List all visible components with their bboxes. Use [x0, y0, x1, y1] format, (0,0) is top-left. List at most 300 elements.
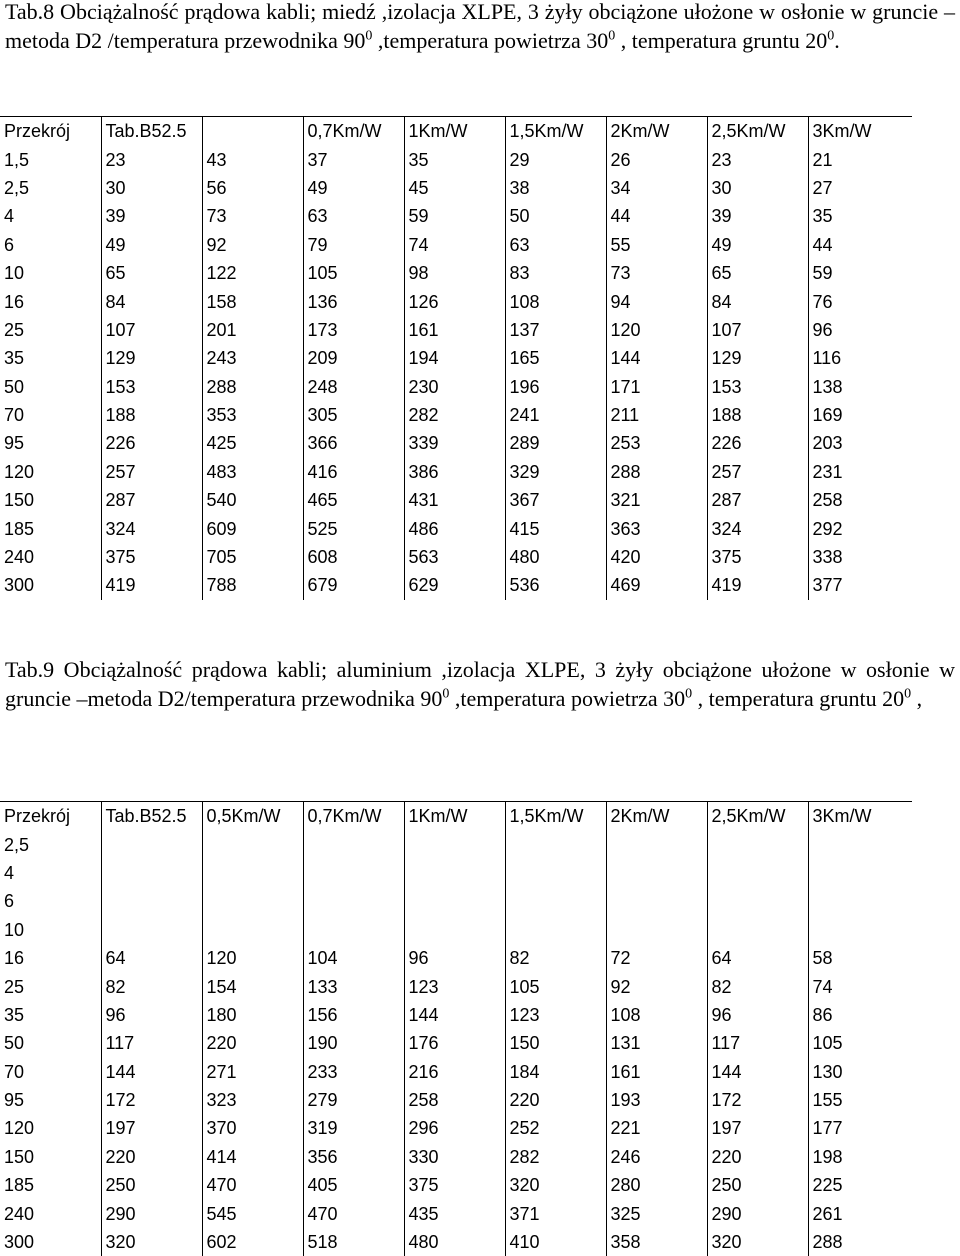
table-cell: 290: [101, 1199, 202, 1227]
table-cell: 287: [101, 486, 202, 514]
table-cell: 608: [303, 543, 404, 571]
table-9: [0, 801, 912, 1256]
table-row: [0, 429, 912, 457]
table-cell: [404, 859, 505, 887]
table-cell: [303, 859, 404, 887]
table-cell: 220: [101, 1143, 202, 1171]
caption-text: , temperatura gruntu 20: [692, 686, 905, 711]
table-row: [0, 344, 912, 372]
table-cell: 602: [202, 1228, 303, 1256]
table-cell: 220: [505, 1086, 606, 1114]
table-cell: 73: [202, 202, 303, 230]
header-cell: 1Km/W: [404, 117, 505, 146]
header-cell: 2Km/W: [606, 802, 707, 831]
table-cell: 220: [707, 1143, 808, 1171]
table-cell: 161: [404, 316, 505, 344]
table-cell: 138: [808, 373, 912, 401]
caption-text: Tab.8 Obciążalność prądowa kabli; miedź ,izolacja XLPE, 3 żyły obciążone ułożone w osłonie w gruncie –metoda D2 /temperatura przewodnika 90: [5, 0, 955, 53]
table-cell: [606, 859, 707, 887]
table-cell: 216: [404, 1058, 505, 1086]
table-cell: [505, 830, 606, 858]
table-cell: 10: [4, 263, 25, 284]
table-cell: 358: [606, 1228, 707, 1256]
table-cell: 470: [303, 1199, 404, 1227]
table-row: [0, 514, 912, 542]
table-cell: 161: [606, 1058, 707, 1086]
superscript: 0: [904, 686, 912, 702]
header-cell: Przekrój: [0, 117, 101, 146]
table-cell: 2,5: [4, 834, 30, 855]
table-cell: 705: [202, 543, 303, 571]
table-cell: 154: [202, 972, 303, 1000]
table-cell: 4: [4, 862, 15, 883]
table-cell: 290: [707, 1199, 808, 1227]
table-cell: 338: [808, 543, 912, 571]
table-cell: 415: [505, 514, 606, 542]
table-cell: 82: [101, 972, 202, 1000]
table-cell: 435: [404, 1199, 505, 1227]
table-cell: 470: [202, 1171, 303, 1199]
table-cell: 540: [202, 486, 303, 514]
table-cell: 231: [808, 458, 912, 486]
table-cell: 536: [505, 571, 606, 599]
table-cell: 30: [101, 174, 202, 202]
table-cell: [505, 887, 606, 915]
table-cell: 35: [4, 348, 25, 369]
table-cell: 16: [4, 291, 25, 312]
caption-text: Tab.9 Obciążalność prądowa kabli; aluminium ,izolacja XLPE, 3 żyły obciążone ułożone w osłonie w gruncie –metoda D2/temperatura przewodnika 90: [5, 657, 955, 711]
table-cell: 258: [808, 486, 912, 514]
table-cell: [808, 859, 912, 887]
superscript: 0: [827, 28, 835, 44]
header-cell: [202, 117, 303, 146]
table-cell: 82: [707, 972, 808, 1000]
table-cell: 120: [4, 461, 35, 482]
table-row: [0, 202, 912, 230]
table-cell: 116: [808, 344, 912, 372]
table-row: [0, 1086, 912, 1114]
table-cell: 196: [505, 373, 606, 401]
table-cell: 107: [101, 316, 202, 344]
table-cell: 225: [808, 1171, 912, 1199]
table-cell: 629: [404, 571, 505, 599]
table-8-caption: [5, 0, 955, 55]
table-cell: 414: [202, 1143, 303, 1171]
table-cell: 171: [606, 373, 707, 401]
table-cell: 353: [202, 401, 303, 429]
table-cell: 193: [606, 1086, 707, 1114]
table-row: [0, 1001, 912, 1029]
table-cell: 420: [606, 543, 707, 571]
table-cell: 105: [808, 1029, 912, 1057]
table-cell: 329: [505, 458, 606, 486]
table-cell: 197: [101, 1114, 202, 1142]
table-cell: [707, 916, 808, 944]
table-cell: 356: [303, 1143, 404, 1171]
table-cell: 292: [808, 514, 912, 542]
table-row: [0, 174, 912, 202]
table-cell: 95: [4, 433, 25, 454]
table-cell: 165: [505, 344, 606, 372]
table-cell: 194: [404, 344, 505, 372]
table-cell: 26: [606, 145, 707, 173]
table-row: [0, 458, 912, 486]
table-cell: 50: [4, 1033, 25, 1054]
table-cell: [606, 916, 707, 944]
table-cell: 37: [303, 145, 404, 173]
table-row: [0, 571, 912, 599]
table-cell: 279: [303, 1086, 404, 1114]
header-cell: 0,7Km/W: [303, 802, 404, 831]
table-row: [0, 1029, 912, 1057]
table-row: [0, 543, 912, 571]
table-cell: 375: [707, 543, 808, 571]
table-cell: 288: [202, 373, 303, 401]
table-cell: 96: [707, 1001, 808, 1029]
table-cell: 679: [303, 571, 404, 599]
table-cell: 64: [707, 944, 808, 972]
table-cell: 82: [505, 944, 606, 972]
table-cell: 233: [303, 1058, 404, 1086]
table-cell: 370: [202, 1114, 303, 1142]
table-cell: 120: [606, 316, 707, 344]
table-cell: 95: [4, 1090, 25, 1111]
table-cell: 86: [808, 1001, 912, 1029]
table-cell: 107: [707, 316, 808, 344]
table-cell: 10: [4, 919, 25, 940]
table-cell: 129: [101, 344, 202, 372]
header-cell: 1,5Km/W: [505, 802, 606, 831]
table-cell: [404, 830, 505, 858]
table-cell: 241: [505, 401, 606, 429]
table-cell: [101, 859, 202, 887]
table-cell: 23: [707, 145, 808, 173]
table-cell: 123: [404, 972, 505, 1000]
table-cell: 92: [606, 972, 707, 1000]
table-cell: 257: [707, 458, 808, 486]
table-cell: 366: [303, 429, 404, 457]
table-cell: 465: [303, 486, 404, 514]
table-cell: 150: [4, 490, 35, 511]
table-row: [0, 259, 912, 287]
table-cell: 300: [4, 1232, 35, 1253]
table-cell: 44: [606, 202, 707, 230]
table-cell: 240: [4, 547, 35, 568]
table-header-row: [0, 117, 912, 146]
table-cell: 150: [4, 1146, 35, 1167]
table-cell: 469: [606, 571, 707, 599]
table-cell: 320: [101, 1228, 202, 1256]
table-cell: 158: [202, 287, 303, 315]
table-cell: 416: [303, 458, 404, 486]
header-cell: 3Km/W: [808, 802, 912, 831]
table-row: [0, 859, 912, 887]
table-cell: 545: [202, 1199, 303, 1227]
table-cell: 177: [808, 1114, 912, 1142]
table-cell: 117: [707, 1029, 808, 1057]
table-row: [0, 830, 912, 858]
table-cell: 137: [505, 316, 606, 344]
table-row: [0, 287, 912, 315]
table-cell: 108: [606, 1001, 707, 1029]
table-cell: 55: [606, 231, 707, 259]
caption-text: ,: [911, 686, 923, 711]
header-cell: 2,5Km/W: [707, 117, 808, 146]
table-cell: 104: [303, 944, 404, 972]
table-cell: 43: [202, 145, 303, 173]
table-cell: 105: [505, 972, 606, 1000]
table-cell: [303, 830, 404, 858]
caption-text: ,temperatura powietrza 30: [372, 28, 609, 53]
table-cell: [707, 859, 808, 887]
table-cell: [606, 830, 707, 858]
table-cell: 16: [4, 948, 25, 969]
table-cell: 156: [303, 1001, 404, 1029]
table-cell: 405: [303, 1171, 404, 1199]
table-cell: 153: [101, 373, 202, 401]
table-cell: 188: [707, 401, 808, 429]
table-cell: 1,5: [4, 149, 30, 170]
table-cell: [404, 916, 505, 944]
table-cell: 76: [808, 287, 912, 315]
table-cell: 185: [4, 1175, 35, 1196]
table-cell: 282: [505, 1143, 606, 1171]
table-cell: 92: [202, 231, 303, 259]
table-cell: 209: [303, 344, 404, 372]
table-cell: 169: [808, 401, 912, 429]
table-cell: 98: [404, 259, 505, 287]
table-row: [0, 486, 912, 514]
table-cell: 21: [808, 145, 912, 173]
table-cell: 431: [404, 486, 505, 514]
table-cell: 386: [404, 458, 505, 486]
table-cell: 185: [4, 518, 35, 539]
table-row: [0, 1171, 912, 1199]
superscript: 0: [365, 28, 373, 44]
table-cell: 34: [606, 174, 707, 202]
table-cell: 480: [505, 543, 606, 571]
table-row: [0, 1228, 912, 1256]
table-cell: 319: [303, 1114, 404, 1142]
table-cell: 83: [505, 259, 606, 287]
table-cell: 188: [101, 401, 202, 429]
table-cell: 63: [303, 202, 404, 230]
table-cell: 258: [404, 1086, 505, 1114]
table-cell: 518: [303, 1228, 404, 1256]
table-cell: 123: [505, 1001, 606, 1029]
table-8: [0, 116, 912, 600]
table-cell: 144: [101, 1058, 202, 1086]
table-cell: 375: [101, 543, 202, 571]
table-cell: 108: [505, 287, 606, 315]
table-cell: 280: [606, 1171, 707, 1199]
table-row: [0, 316, 912, 344]
table-cell: 243: [202, 344, 303, 372]
table-cell: 59: [404, 202, 505, 230]
table-cell: 410: [505, 1228, 606, 1256]
table-cell: [101, 887, 202, 915]
table-cell: 58: [808, 944, 912, 972]
table-cell: 133: [303, 972, 404, 1000]
table-cell: 282: [404, 401, 505, 429]
table-cell: 96: [101, 1001, 202, 1029]
table-cell: 288: [808, 1228, 912, 1256]
table-row: [0, 944, 912, 972]
table-cell: 65: [707, 259, 808, 287]
table-cell: 84: [101, 287, 202, 315]
table-row: [0, 1143, 912, 1171]
table-cell: 56: [202, 174, 303, 202]
table-cell: 248: [303, 373, 404, 401]
header-cell: 1,5Km/W: [505, 117, 606, 146]
table-cell: 211: [606, 401, 707, 429]
table-cell: 486: [404, 514, 505, 542]
table-cell: 563: [404, 543, 505, 571]
table-cell: [202, 859, 303, 887]
table-cell: 288: [606, 458, 707, 486]
table-cell: 35: [808, 202, 912, 230]
table-cell: 203: [808, 429, 912, 457]
table-cell: 480: [404, 1228, 505, 1256]
table-cell: 25: [4, 319, 25, 340]
table-cell: 321: [606, 486, 707, 514]
table-cell: 105: [303, 259, 404, 287]
table-cell: 45: [404, 174, 505, 202]
table-cell: [606, 887, 707, 915]
table-cell: 250: [101, 1171, 202, 1199]
table-cell: 324: [707, 514, 808, 542]
table-cell: [101, 830, 202, 858]
table-cell: 176: [404, 1029, 505, 1057]
table-row: [0, 1114, 912, 1142]
table-cell: 150: [505, 1029, 606, 1057]
table-cell: 788: [202, 571, 303, 599]
table-cell: 184: [505, 1058, 606, 1086]
table-cell: 252: [505, 1114, 606, 1142]
table-cell: 79: [303, 231, 404, 259]
table-cell: 325: [606, 1199, 707, 1227]
table-cell: 84: [707, 287, 808, 315]
table-cell: 261: [808, 1199, 912, 1227]
table-cell: 23: [101, 145, 202, 173]
header-cell: 0,5Km/W: [202, 802, 303, 831]
table-cell: 39: [101, 202, 202, 230]
table-header-row: [0, 802, 912, 831]
header-cell: 0,7Km/W: [303, 117, 404, 146]
table-cell: 49: [707, 231, 808, 259]
table-cell: 320: [707, 1228, 808, 1256]
header-cell: Przekrój: [0, 802, 101, 831]
table-cell: 197: [707, 1114, 808, 1142]
table-cell: 74: [808, 972, 912, 1000]
header-cell: Tab.B52.5: [101, 117, 202, 146]
table-cell: 94: [606, 287, 707, 315]
table-cell: 39: [707, 202, 808, 230]
table-cell: 377: [808, 571, 912, 599]
table-cell: 6: [4, 891, 15, 912]
table-cell: 144: [606, 344, 707, 372]
table-row: [0, 916, 912, 944]
table-cell: 117: [101, 1029, 202, 1057]
table-cell: 525: [303, 514, 404, 542]
caption-text: , temperatura gruntu 20: [615, 28, 828, 53]
table-cell: 155: [808, 1086, 912, 1114]
table-cell: 130: [808, 1058, 912, 1086]
table-cell: 324: [101, 514, 202, 542]
table-cell: 6: [4, 234, 15, 255]
superscript: 0: [685, 686, 693, 702]
table-cell: 70: [4, 1061, 25, 1082]
caption-text: ,temperatura powietrza 30: [449, 686, 686, 711]
table-cell: 65: [101, 259, 202, 287]
table-cell: 323: [202, 1086, 303, 1114]
table-cell: [505, 916, 606, 944]
table-cell: [707, 830, 808, 858]
header-cell: 3Km/W: [808, 117, 912, 146]
table-cell: 172: [707, 1086, 808, 1114]
table-cell: 126: [404, 287, 505, 315]
table-cell: 72: [606, 944, 707, 972]
table-cell: 50: [505, 202, 606, 230]
table-cell: 122: [202, 259, 303, 287]
table-row: [0, 1199, 912, 1227]
table-cell: 609: [202, 514, 303, 542]
table-cell: 180: [202, 1001, 303, 1029]
table-cell: 330: [404, 1143, 505, 1171]
header-cell: Tab.B52.5: [101, 802, 202, 831]
table-cell: 257: [101, 458, 202, 486]
table-cell: [808, 887, 912, 915]
table-cell: 419: [707, 571, 808, 599]
table-cell: 201: [202, 316, 303, 344]
table-cell: 144: [404, 1001, 505, 1029]
table-cell: 240: [4, 1203, 35, 1224]
superscript: 0: [608, 28, 616, 44]
table-row: [0, 1058, 912, 1086]
table-cell: 50: [4, 376, 25, 397]
table-cell: 25: [4, 976, 25, 997]
table-cell: 198: [808, 1143, 912, 1171]
header-cell: 1Km/W: [404, 802, 505, 831]
table-cell: 226: [707, 429, 808, 457]
table-cell: 220: [202, 1029, 303, 1057]
table-cell: 296: [404, 1114, 505, 1142]
table-cell: [303, 916, 404, 944]
table-cell: [303, 887, 404, 915]
table-cell: 300: [4, 575, 35, 596]
table-cell: 120: [4, 1118, 35, 1139]
table-cell: [202, 887, 303, 915]
table-cell: 221: [606, 1114, 707, 1142]
table-cell: 27: [808, 174, 912, 202]
table-row: [0, 145, 912, 173]
table-cell: 305: [303, 401, 404, 429]
table-row: [0, 972, 912, 1000]
table-cell: 271: [202, 1058, 303, 1086]
table-cell: 64: [101, 944, 202, 972]
table-cell: 44: [808, 231, 912, 259]
table-cell: 2,5: [4, 177, 30, 198]
header-cell: 2,5Km/W: [707, 802, 808, 831]
table-cell: 253: [606, 429, 707, 457]
table-cell: 483: [202, 458, 303, 486]
table-cell: 425: [202, 429, 303, 457]
table-cell: 63: [505, 231, 606, 259]
table-cell: 173: [303, 316, 404, 344]
table-9-caption: [5, 655, 955, 713]
table-cell: 144: [707, 1058, 808, 1086]
table-cell: 375: [404, 1171, 505, 1199]
